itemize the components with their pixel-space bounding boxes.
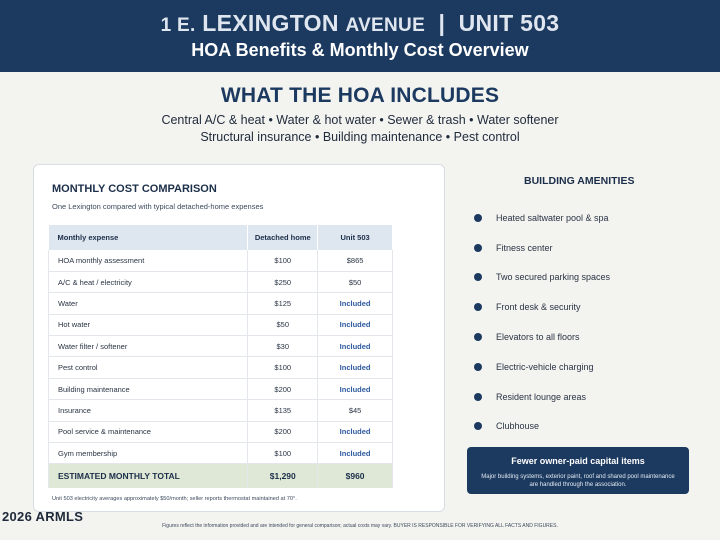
- amenity-item: [474, 292, 610, 322]
- amenity-item: [474, 263, 610, 293]
- detached-cell: $200: [248, 378, 318, 399]
- unit-number: UNIT 503: [458, 10, 560, 36]
- detached-cell: $100: [248, 250, 318, 271]
- table-row: [49, 336, 393, 357]
- amenity-item: [474, 352, 610, 382]
- expense-cell: A/C & heat / electricity: [49, 271, 248, 292]
- total-row: [49, 464, 393, 488]
- unit-cell: Included: [318, 443, 393, 464]
- col-header-expense: Monthly expense: [49, 225, 248, 250]
- expense-cell: Gym membership: [49, 443, 248, 464]
- col-header-unit: Unit 503: [318, 225, 393, 250]
- unit-cell: Included: [318, 378, 393, 399]
- amenity-label: Resident lounge areas: [496, 391, 587, 402]
- includes-line-2: Structural insurance • Building maintenance • Pest control: [200, 130, 520, 144]
- unit-cell: Included: [318, 314, 393, 335]
- table-row: [49, 271, 393, 292]
- comparison-note: Unit 503 electricity averages approximately $50/month; seller reports thermostat maintained at 70°.: [52, 496, 297, 502]
- table-row: [49, 378, 393, 399]
- address-street: LEXINGTON: [202, 10, 339, 36]
- amenity-label: Electric-vehicle charging: [496, 361, 594, 372]
- bullet-dot-icon: [474, 363, 482, 371]
- includes-line-1: Central A/C & heat • Water & hot water • Sewer & trash • Water softener: [161, 113, 559, 127]
- address-suffix: AVENUE: [345, 15, 426, 36]
- amenity-item: [474, 412, 610, 442]
- includes-heading: WHAT THE HOA INCLUDES: [220, 84, 500, 107]
- expense-cell: Building maintenance: [49, 378, 248, 399]
- bullet-dot-icon: [474, 214, 482, 222]
- table-row: [49, 421, 393, 442]
- bullet-dot-icon: [474, 333, 482, 341]
- table-row: [49, 314, 393, 335]
- unit-cell: Included: [318, 293, 393, 314]
- detached-cell: $50: [248, 314, 318, 335]
- total-detached: $1,290: [248, 464, 318, 488]
- bullet-dot-icon: [474, 422, 482, 430]
- table-row: [49, 443, 393, 464]
- expense-cell: Pool service & maintenance: [49, 421, 248, 442]
- address-title: [0, 10, 720, 37]
- amenity-label: Elevators to all floors: [496, 332, 580, 343]
- total-label: ESTIMATED MONTHLY TOTAL: [49, 464, 248, 488]
- amenities-list: [474, 203, 610, 441]
- address-number: 1 E.: [160, 15, 196, 36]
- amenity-label: Front desk & security: [496, 302, 581, 313]
- detached-cell: $200: [248, 421, 318, 442]
- expense-cell: Pest control: [49, 357, 248, 378]
- amenity-item: [474, 203, 610, 233]
- unit-cell: Included: [318, 336, 393, 357]
- header-banner: [0, 0, 720, 72]
- amenity-item: [474, 322, 610, 352]
- table-row: [49, 400, 393, 421]
- unit-cell: $865: [318, 250, 393, 271]
- mls-watermark: 2026 ARMLS: [2, 509, 84, 524]
- amenity-label: Fitness center: [496, 242, 553, 253]
- detached-cell: $100: [248, 357, 318, 378]
- bullet-dot-icon: [474, 273, 482, 281]
- unit-cell: Included: [318, 357, 393, 378]
- amenity-item: [474, 233, 610, 263]
- disclaimer-footnote: Figures reflect the information provided and are intended for general comparison; actual costs may vary. BUYER IS RESPONSIBLE FOR VERIFYING ALL FACTS AND FIGURES.: [162, 523, 558, 529]
- bullet-dot-icon: [474, 303, 482, 311]
- expense-cell: Water filter / softener: [49, 336, 248, 357]
- amenity-label: Two secured parking spaces: [496, 272, 611, 283]
- detached-cell: $30: [248, 336, 318, 357]
- capital-title: Fewer owner-paid capital items: [511, 456, 645, 466]
- expense-cell: Water: [49, 293, 248, 314]
- cost-comparison-card: [33, 164, 445, 512]
- amenity-item: [474, 382, 610, 412]
- bullet-dot-icon: [474, 244, 482, 252]
- comparison-subtitle: One Lexington compared with typical detached-home expenses: [52, 202, 264, 211]
- capital-description: Major building systems, exterior paint, roof and shared pool maintenance are handled through the association.: [481, 474, 675, 488]
- unit-cell: $45: [318, 400, 393, 421]
- unit-cell: Included: [318, 421, 393, 442]
- title-separator: |: [438, 10, 446, 36]
- detached-cell: $250: [248, 271, 318, 292]
- comparison-title: MONTHLY COST COMPARISON: [52, 183, 217, 195]
- expense-cell: HOA monthly assessment: [49, 250, 248, 271]
- amenity-label: Heated saltwater pool & spa: [496, 212, 609, 223]
- expense-cell: Insurance: [49, 400, 248, 421]
- table-row: [49, 250, 393, 271]
- col-header-detached: Detached home: [248, 225, 318, 250]
- detached-cell: $100: [248, 443, 318, 464]
- table-row: [49, 357, 393, 378]
- total-unit: $960: [318, 464, 393, 488]
- capital-items-box: [467, 447, 689, 494]
- cost-table: [48, 225, 393, 488]
- table-header-row: [49, 225, 393, 250]
- amenity-label: Clubhouse: [496, 421, 540, 432]
- amenities-heading: BUILDING AMENITIES: [524, 175, 635, 187]
- detached-cell: $135: [248, 400, 318, 421]
- expense-cell: Hot water: [49, 314, 248, 335]
- table-row: [49, 293, 393, 314]
- bullet-dot-icon: [474, 393, 482, 401]
- unit-cell: $50: [318, 271, 393, 292]
- page-subtitle: HOA Benefits & Monthly Cost Overview: [191, 40, 529, 60]
- detached-cell: $125: [248, 293, 318, 314]
